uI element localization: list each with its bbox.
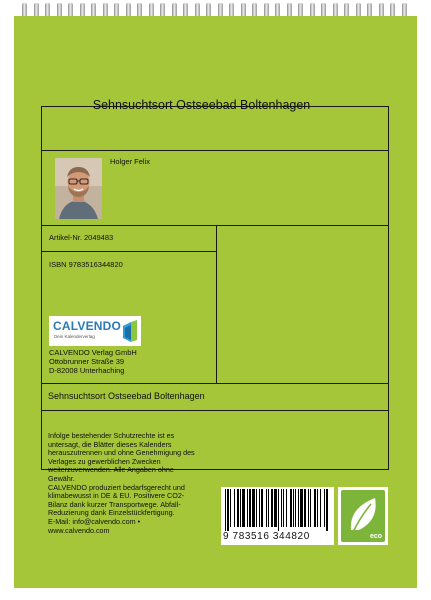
barcode-bar (324, 489, 325, 527)
barcode-bar (227, 489, 229, 531)
legal-line: CALVENDO produziert bedarfsgerecht und (48, 482, 185, 492)
eco-badge (338, 487, 388, 545)
barcode-bar (247, 489, 248, 527)
eco-label: eco (369, 533, 382, 540)
barcode-digits: 9 783516 344820 (223, 531, 310, 542)
barcode-bar (278, 489, 279, 531)
article-number: Artikel-Nr. 2049483 (49, 233, 114, 242)
calvendo-flag-icon (123, 320, 137, 342)
barcode-bar (261, 489, 263, 527)
legal-line: Infolge bestehender Schutzrechte ist es (48, 431, 175, 440)
publisher-address (49, 348, 137, 375)
barcode-bar (266, 489, 267, 527)
publisher-logo-tagline: Dein Kalenderverlag (54, 334, 95, 339)
barcode-bar (249, 489, 251, 527)
barcode-bar (283, 489, 284, 527)
publisher-address-line: D-82008 Unterhaching (49, 366, 125, 375)
divider-article (41, 225, 389, 226)
barcode-bar (298, 489, 299, 527)
barcode-bar (326, 489, 328, 531)
barcode-bar (308, 489, 309, 527)
barcode-bar (320, 489, 321, 527)
legal-line: Reduzierung dank Einzelstückfertigung. (48, 508, 175, 518)
barcode-bar (300, 489, 303, 527)
barcode-bar (230, 489, 231, 527)
barcode-bar (237, 489, 239, 527)
legal-line: klimabewusst in DE & EU. Positivere CO2- (48, 491, 185, 501)
barcode-bar (310, 489, 311, 527)
publisher-address-line: CALVENDO Verlag GmbH (49, 348, 137, 357)
barcode-bar (290, 489, 292, 527)
legal-line: E-Mail: info@calvendo.com • (48, 516, 141, 526)
barcode-bar (240, 489, 241, 527)
author-name: Holger Felix (110, 157, 151, 166)
barcode-bar (271, 489, 273, 527)
barcode-bar (268, 489, 269, 527)
barcode-bar (256, 489, 257, 527)
barcode-bar (234, 489, 235, 527)
legal-line: Verlages zu gewerblichen Zwecken (48, 456, 161, 466)
barcode-bar (252, 489, 255, 527)
divider-product (41, 383, 389, 384)
author-portrait-icon (55, 158, 102, 219)
barcode-bar (286, 489, 287, 527)
calendar-title: Sehnsuchtsort Ostseebad Boltenhagen (92, 98, 311, 112)
publisher-logo (49, 316, 141, 346)
barcode-bar (274, 489, 277, 527)
barcode-bar (225, 489, 226, 531)
divider-title (41, 150, 389, 151)
legal-line: weiterzuverwenden. Alle Angaben ohne (48, 465, 174, 475)
isbn: ISBN 9783516344820 (49, 260, 123, 269)
eco-badge-background (341, 490, 385, 542)
barcode-bar (293, 489, 294, 527)
barcode-bar (281, 489, 282, 527)
author-photo (55, 158, 102, 219)
legal-line: www.calvendo.com (48, 525, 110, 535)
publisher-address-line: Ottobrunner Straße 39 (49, 357, 125, 366)
divider-vertical (216, 225, 217, 383)
barcode-bar (295, 489, 296, 527)
legal-line: Gewähr. (48, 473, 75, 483)
barcode-bar (314, 489, 316, 527)
product-title: Sehnsuchtsort Ostseebad Boltenhagen (48, 391, 205, 401)
divider-isbn (41, 251, 216, 252)
legal-line: herauszutrennen und ohne Genehmigung des (48, 448, 195, 458)
barcode-bar (304, 489, 306, 527)
divider-legal (41, 410, 389, 411)
legal-line: untersagt, die Blätter dieses Kalenders (48, 439, 172, 449)
barcode-bars-icon (221, 489, 334, 531)
legal-notice (48, 432, 218, 535)
barcode-bar (317, 489, 318, 527)
barcode-bar (242, 489, 245, 527)
publisher-logo-name: CALVENDO (53, 319, 122, 333)
barcode-bar (259, 489, 260, 527)
barcode (221, 487, 334, 545)
legal-line: Bilanz dank kurzer Transportwege. Abfall- (48, 499, 181, 509)
